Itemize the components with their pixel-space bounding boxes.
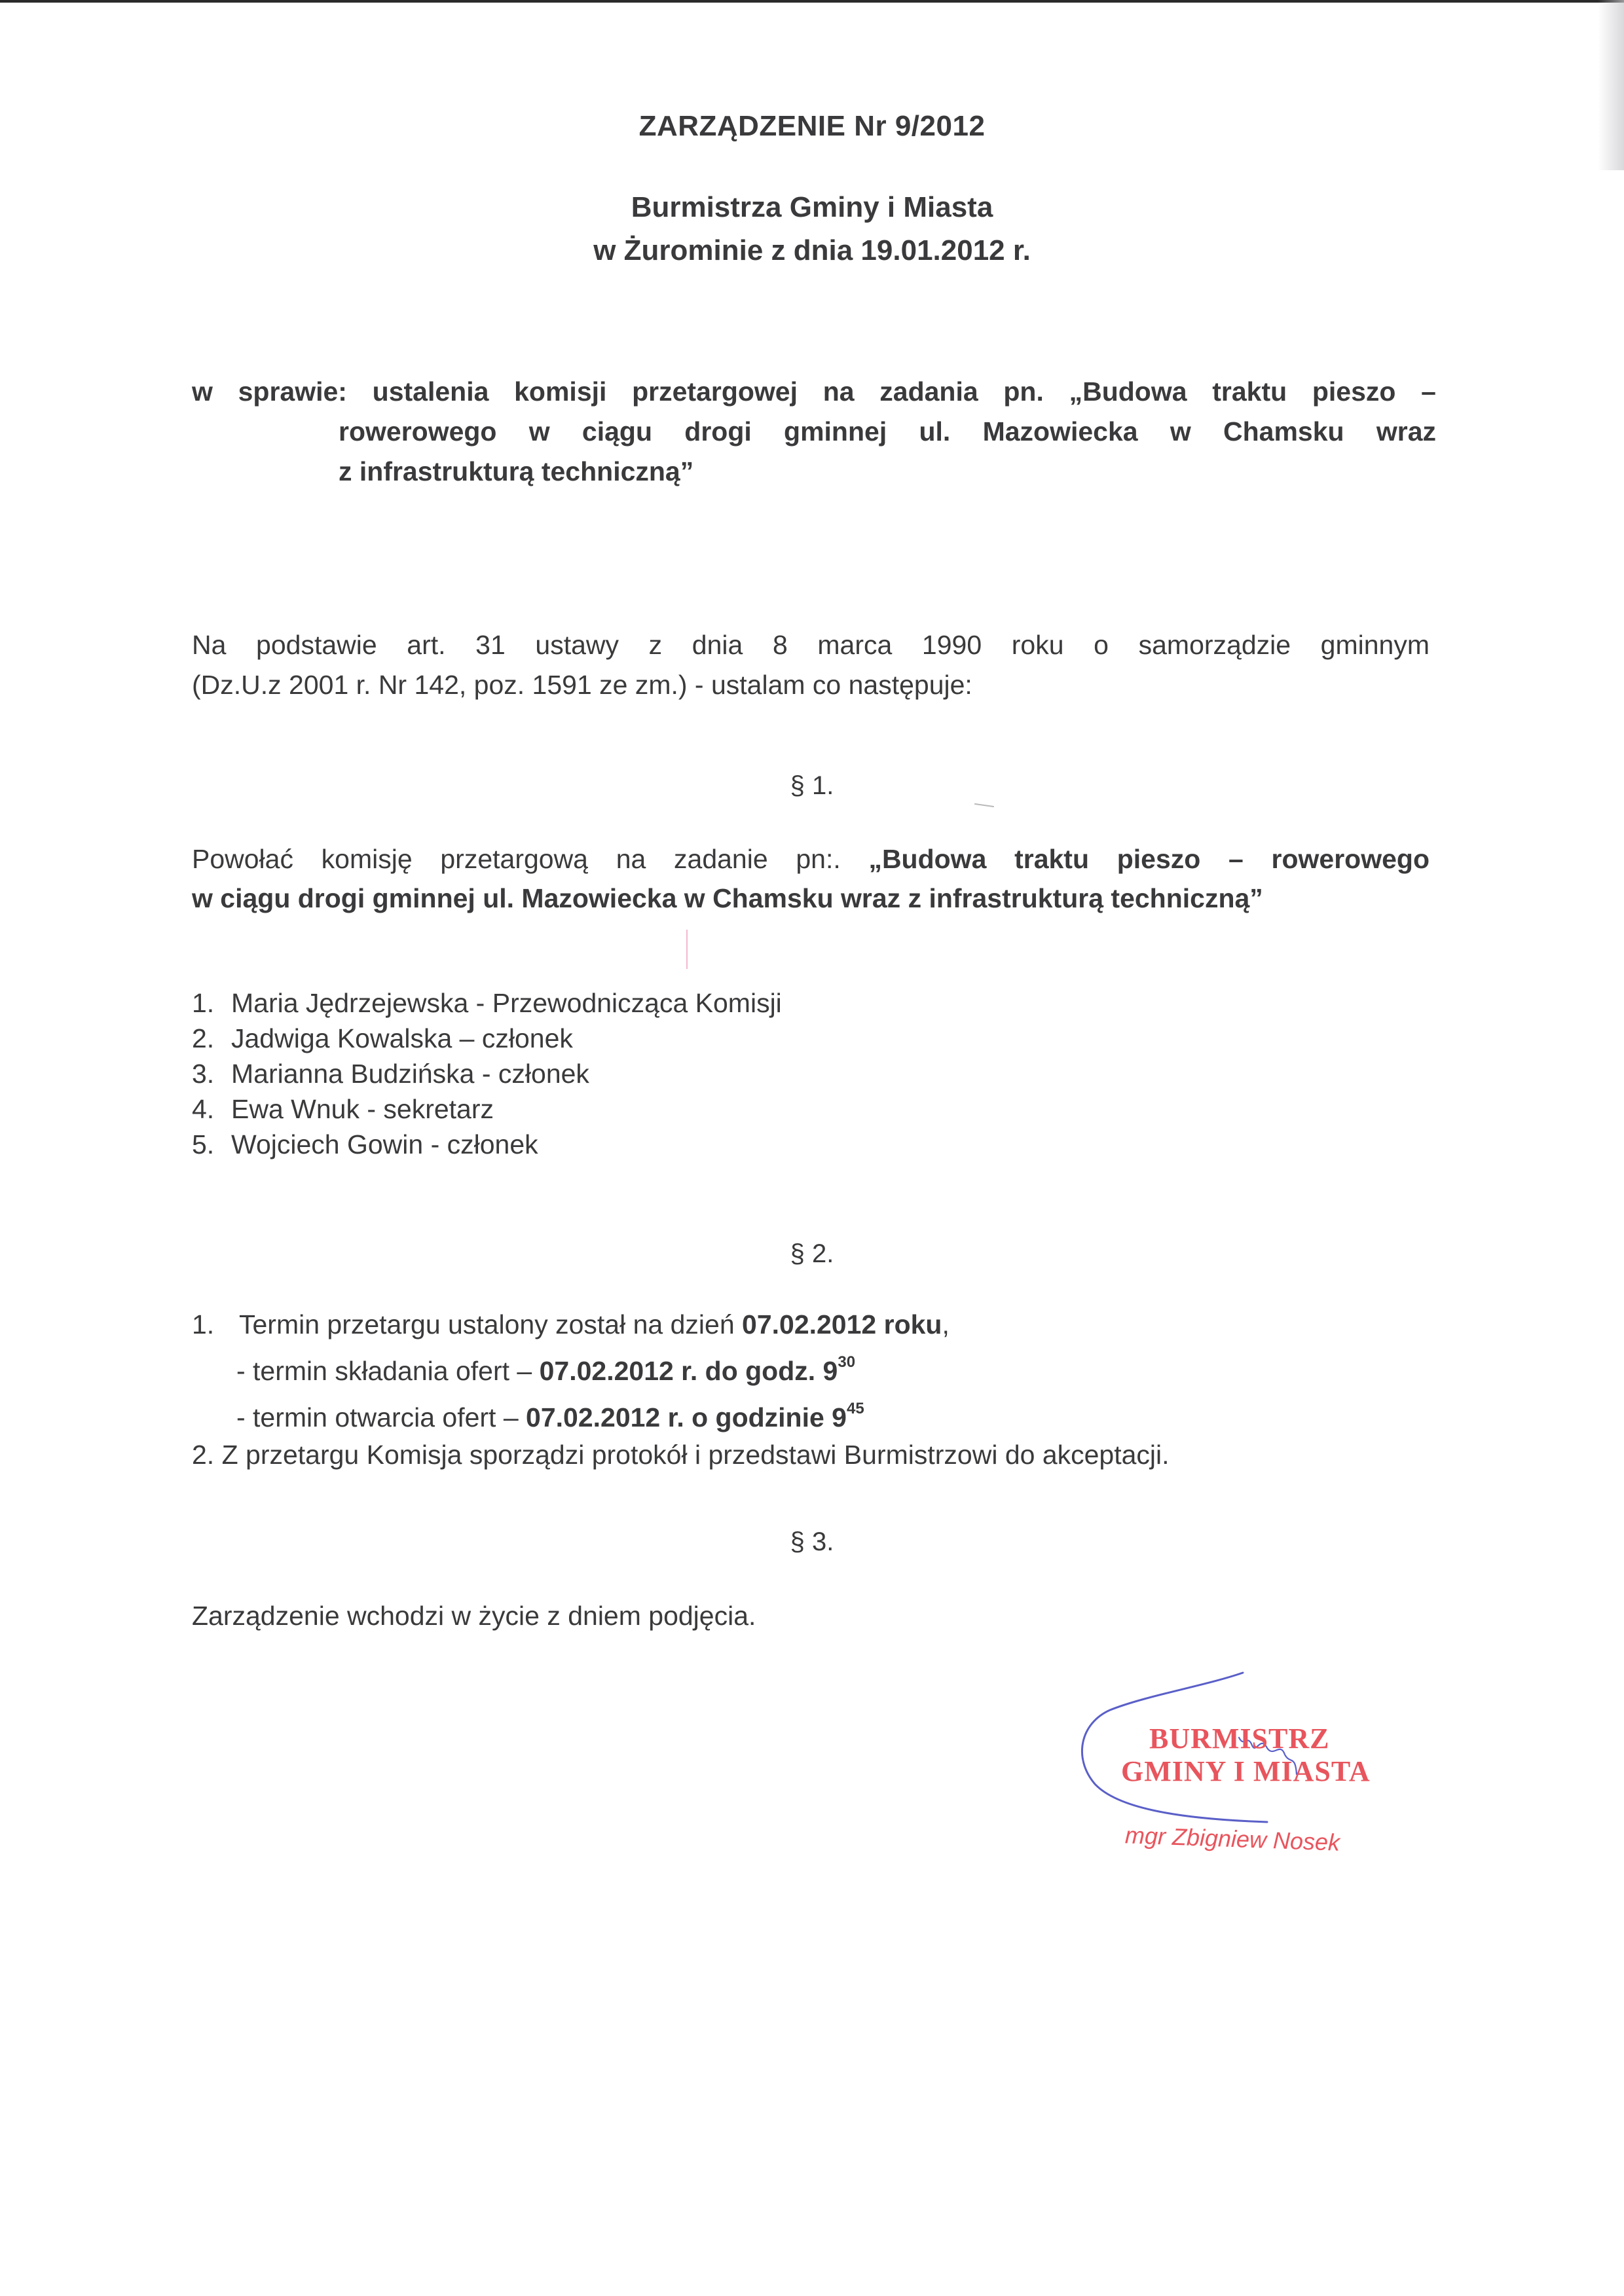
member-item: 1. Maria Jędrzejewska - Przewodnicząca Komisji (192, 988, 782, 1018)
legal-basis (192, 625, 1430, 705)
subject-line-3: z infrastrukturą techniczną” (339, 456, 694, 486)
section-1-intro (192, 839, 1430, 918)
term-subitem-opening (192, 1390, 1170, 1436)
member-text: Maria Jędrzejewska - Przewodnicząca Komisji (231, 988, 782, 1018)
section-1-task-name-line-2: w ciągu drogi gminnej ul. Mazowiecka w Chamsku wraz z infrastrukturą techniczną” (192, 883, 1263, 913)
section-1-heading: § 1. (790, 771, 834, 800)
member-item: 2. Jadwiga Kowalska – członek (192, 1023, 573, 1053)
scan-smudge (974, 803, 994, 807)
stamp-signatory-name: mgr Zbigniew Nosek (1124, 1821, 1340, 1856)
submission-minutes: 30 (838, 1353, 856, 1371)
commission-member-list (192, 985, 782, 1162)
subject-line-1 (192, 372, 1436, 412)
subject-lead: w sprawie: (192, 376, 347, 407)
submission-label: - termin składania ofert – (236, 1356, 540, 1386)
tender-date: 07.02.2012 roku (742, 1309, 942, 1339)
member-item: 4. Ewa Wnuk - sekretarz (192, 1094, 494, 1124)
member-item: 3. Marianna Budzińska - członek (192, 1059, 589, 1089)
term-item-1-text: Termin przetargu ustalony został na dzień (239, 1309, 743, 1339)
member-text: Ewa Wnuk - sekretarz (231, 1094, 494, 1124)
submission-deadline: 07.02.2012 r. do godz. 9 (539, 1356, 838, 1386)
section-1-task-name-line-1: „Budowa traktu pieszo – rowerowego (868, 844, 1430, 874)
section-2-terms (192, 1306, 1170, 1474)
term-item-1 (192, 1306, 1170, 1343)
mayor-stamp-signature (1048, 1650, 1414, 1872)
legal-basis-line-1: Na podstawie art. 31 ustawy z dnia 8 marca 1990 roku o samorządzie gminnym (192, 630, 1430, 660)
member-text: Wojciech Gowin - członek (231, 1129, 538, 1159)
member-item: 5. Wojciech Gowin - członek (192, 1129, 538, 1159)
scan-top-edge (0, 0, 1624, 3)
section-3-heading: § 3. (790, 1527, 834, 1556)
scan-corner-shadow (1598, 0, 1624, 170)
stamp-title: BURMISTRZ (1149, 1722, 1330, 1755)
opening-label: - termin otwarcia ofert – (236, 1402, 526, 1432)
document-place-date: w Żurominie z dnia 19.01.2012 r. (593, 234, 1031, 266)
section-1-intro-plain: Powołać komisję przetargową na zadanie pn:. (192, 844, 869, 874)
document-issuer: Burmistrza Gminy i Miasta (631, 191, 993, 223)
legal-basis-line-2: (Dz.U.z 2001 r. Nr 142, poz. 1591 ze zm.) - ustalam co następuje: (192, 670, 972, 700)
member-text: Marianna Budzińska - członek (231, 1059, 589, 1089)
subject-line-2: rowerowego w ciągu drogi gminnej ul. Mazowiecka w Chamsku wraz (339, 416, 1436, 446)
pink-ink-mark (686, 930, 688, 969)
section-3-text: Zarządzenie wchodzi w życie z dniem podjęcia. (192, 1601, 756, 1631)
section-1-intro-line-1 (192, 839, 1430, 879)
subject-line-1-text: ustalenia komisji przetargowej na zadania pn. „Budowa traktu pieszo – (372, 376, 1436, 407)
member-text: Jadwiga Kowalska – członek (231, 1023, 573, 1053)
term-item-1-tail: , (942, 1309, 950, 1339)
section-2-heading: § 2. (790, 1239, 834, 1268)
term-item-1-num: 1. (192, 1309, 215, 1339)
term-item-2: 2. Z przetargu Komisja sporządzi protokół i przedstawi Burmistrzowi do akceptacji. (192, 1440, 1170, 1470)
opening-time: 07.02.2012 r. o godzinie 9 (526, 1402, 847, 1432)
stamp-office: GMINY I MIASTA (1121, 1755, 1371, 1787)
term-subitem-submission (192, 1343, 1170, 1390)
opening-minutes: 45 (847, 1400, 864, 1417)
document-title: ZARZĄDZENIE Nr 9/2012 (638, 110, 986, 142)
